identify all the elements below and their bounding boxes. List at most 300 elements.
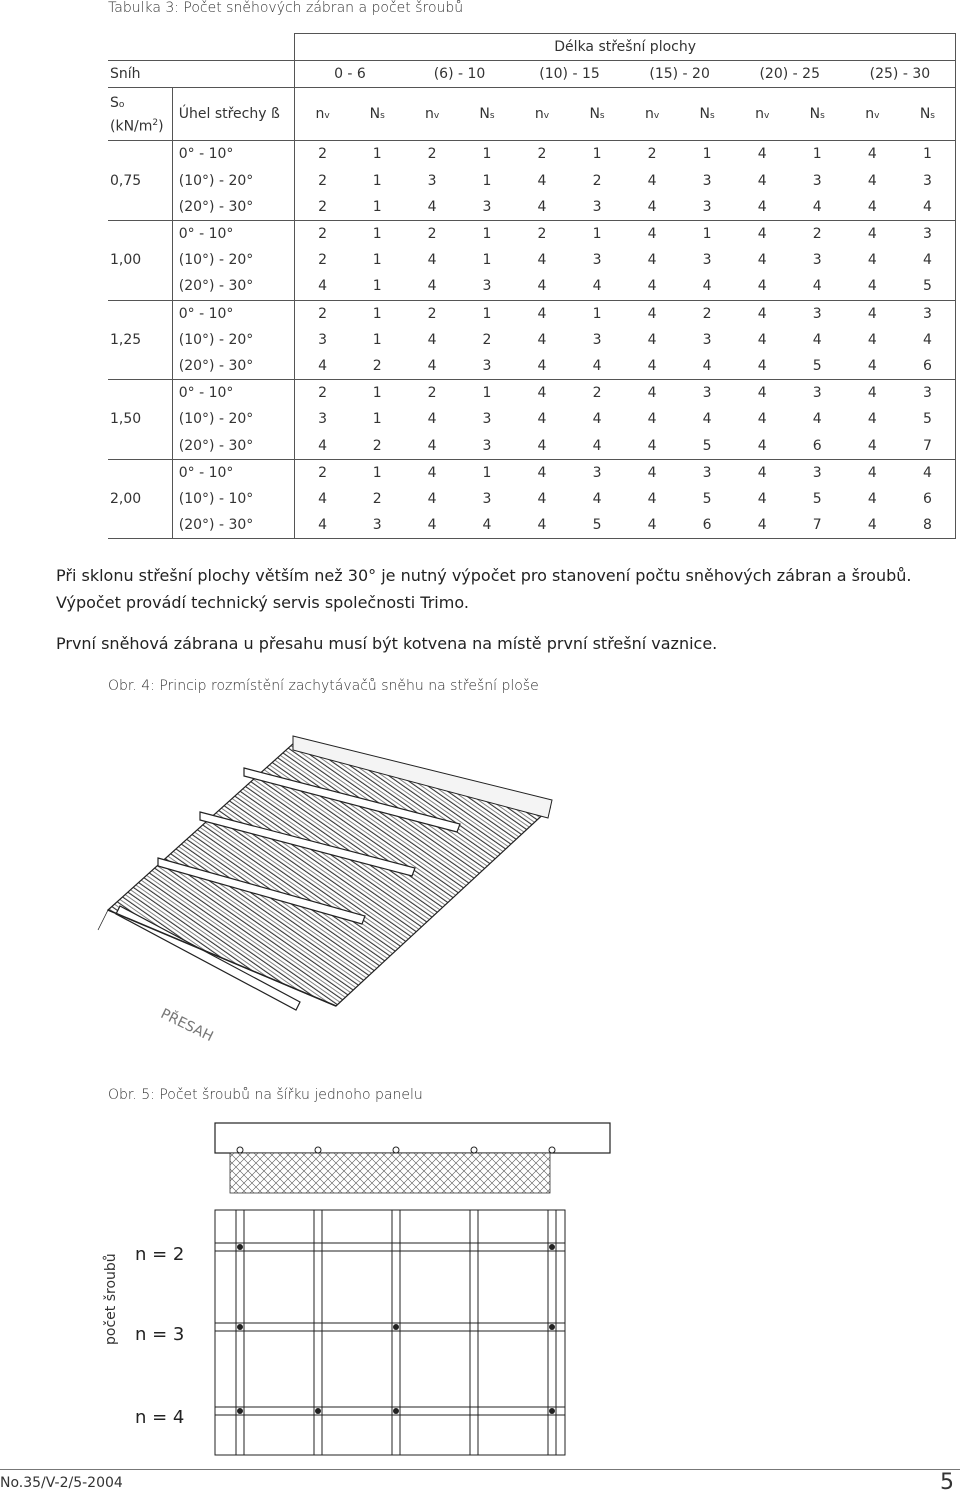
value-cell: 2	[482, 331, 492, 348]
value-cell: 1	[482, 252, 492, 269]
nv-header	[845, 88, 900, 141]
screw-count-n2: n = 2	[135, 1244, 185, 1265]
value-cell: 2	[405, 380, 460, 407]
value-cell: 4	[537, 172, 547, 189]
value-cell: 4	[647, 437, 657, 454]
angle-header: Úhel střechy ß	[172, 88, 295, 141]
value-cell: 2	[514, 141, 569, 168]
value-cell: 1	[680, 141, 735, 168]
screw	[549, 1324, 555, 1330]
value-cell: 4	[757, 490, 767, 507]
value-cell: 3	[592, 331, 602, 348]
value-cell: 4	[757, 172, 767, 189]
value-cell: 4	[647, 357, 657, 374]
value-cell: 4	[867, 490, 877, 507]
screw-head	[471, 1147, 477, 1153]
value-cell: 4	[625, 220, 680, 247]
nv-header	[405, 88, 460, 141]
value-cell: 4	[812, 331, 822, 348]
length-range-cell: (25) - 30	[845, 61, 956, 88]
value-cell: 4	[427, 198, 437, 215]
panel-core	[230, 1153, 550, 1193]
value-cell: 2	[372, 357, 382, 374]
ns-header	[570, 88, 625, 141]
value-cell: 4	[537, 331, 547, 348]
value-cell: 1	[350, 380, 405, 407]
nv-header	[735, 88, 790, 141]
value-cell: 4	[735, 300, 790, 327]
screw	[237, 1324, 243, 1330]
nv-symbol-sub: v	[653, 111, 660, 122]
value-cell: 4	[427, 411, 437, 428]
value-cell: 4	[845, 141, 900, 168]
screw	[549, 1408, 555, 1414]
table-row	[108, 247, 956, 273]
value-cell: 2	[318, 172, 328, 189]
value-cell: 2	[514, 220, 569, 247]
ns-header	[460, 88, 515, 141]
roof-angle-cell: 0° - 10°	[172, 141, 295, 168]
value-cell: 3	[702, 331, 712, 348]
value-cell: 1	[372, 198, 382, 215]
table-header-row-ranges	[108, 61, 956, 88]
value-cell: 1	[570, 220, 625, 247]
ns-symbol-sub: s	[380, 111, 385, 122]
value-cell: 4	[867, 357, 877, 374]
value-cell: 1	[460, 459, 515, 486]
roof-angle-cell: 0° - 10°	[172, 300, 295, 327]
nv-symbol-sub: v	[324, 111, 330, 122]
screw	[393, 1408, 399, 1414]
value-cell: 4	[318, 437, 328, 454]
length-range-cell: (6) - 10	[405, 61, 515, 88]
value-cell: 5	[702, 490, 712, 507]
table-row	[108, 353, 956, 380]
table-blank-cell	[108, 34, 172, 61]
value-cell: 3	[900, 300, 956, 327]
value-cell: 4	[592, 278, 602, 295]
value-cell: 4	[405, 459, 460, 486]
value-cell: 4	[735, 141, 790, 168]
value-cell: 5	[812, 357, 822, 374]
value-cell: 1	[372, 252, 382, 269]
value-cell: 3	[318, 331, 328, 348]
value-cell: 4	[647, 331, 657, 348]
table-row	[108, 300, 956, 327]
roof-angle-cell: (20°) - 30°	[172, 353, 295, 380]
value-cell: 2	[405, 141, 460, 168]
value-cell: 2	[318, 198, 328, 215]
table-row	[108, 380, 956, 407]
value-cell: 4	[867, 411, 877, 428]
footer-page-number: 5	[940, 1470, 954, 1495]
value-cell: 4	[867, 198, 877, 215]
value-cell: 6	[812, 437, 822, 454]
value-cell: 4	[647, 278, 657, 295]
nv-symbol-sub: v	[763, 111, 770, 122]
roof-angle-cell: (10°) - 20°	[172, 247, 295, 273]
table-row	[108, 327, 956, 353]
value-cell: 2	[295, 459, 350, 486]
ns-symbol: N	[809, 106, 821, 123]
value-cell: 4	[460, 512, 515, 539]
value-cell: 3	[482, 437, 492, 454]
roof-angle-cell: (10°) - 20°	[172, 406, 295, 432]
nv-header	[625, 88, 680, 141]
table-row	[108, 512, 956, 539]
value-cell: 5	[900, 406, 956, 432]
table-row	[108, 406, 956, 432]
table-row	[108, 220, 956, 247]
value-cell: 4	[537, 437, 547, 454]
value-cell: 2	[592, 172, 602, 189]
table-row	[108, 432, 956, 459]
value-cell: 5	[812, 490, 822, 507]
value-cell: 3	[592, 198, 602, 215]
value-cell: 4	[900, 459, 956, 486]
value-cell: 4	[845, 220, 900, 247]
ns-symbol: N	[919, 106, 931, 123]
table-row	[108, 459, 956, 486]
value-cell: 4	[427, 331, 437, 348]
value-cell: 1	[460, 380, 515, 407]
value-cell: 4	[427, 278, 437, 295]
ns-header	[350, 88, 405, 141]
value-cell: 3	[482, 198, 492, 215]
value-cell: 4	[647, 172, 657, 189]
value-cell: 3	[900, 220, 956, 247]
value-cell: 5	[702, 437, 712, 454]
nv-symbol: n	[315, 106, 325, 123]
nv-symbol: n	[424, 106, 434, 123]
snow-header: Sníh	[108, 61, 295, 88]
ns-symbol-sub: s	[599, 111, 605, 122]
value-cell: 3	[570, 459, 625, 486]
screw-count-n3: n = 3	[135, 1324, 185, 1345]
note-first-barrier: První sněhová zábrana u přesahu musí být kotvena na místě první střešní vaznice.	[56, 634, 718, 653]
length-range-cell: (10) - 15	[514, 61, 624, 88]
value-cell: 3	[790, 300, 845, 327]
value-cell: 1	[460, 300, 515, 327]
value-cell: 4	[900, 327, 956, 353]
value-cell: 1	[680, 220, 735, 247]
value-cell: 3	[812, 172, 822, 189]
ns-symbol: N	[369, 106, 381, 123]
screw-count-axis-label: počet šroubů	[103, 1253, 119, 1345]
value-cell: 1	[350, 220, 405, 247]
value-cell: 1	[372, 331, 382, 348]
nv-header	[295, 88, 350, 141]
value-cell: 2	[372, 437, 382, 454]
value-cell: 4	[735, 220, 790, 247]
ns-symbol-sub: s	[930, 111, 935, 122]
nv-symbol-sub: v	[433, 111, 440, 122]
value-cell: 4	[537, 198, 547, 215]
table-row	[108, 273, 956, 300]
figure-5-panel-diagram	[200, 1115, 620, 1460]
value-cell: 4	[867, 252, 877, 269]
value-cell: 4	[537, 490, 547, 507]
value-cell: 4	[514, 459, 569, 486]
length-range-cell: 0 - 6	[295, 61, 405, 88]
table-header-row-units	[108, 88, 956, 141]
value-cell: 3	[680, 459, 735, 486]
s0-symbol-sub: o	[118, 99, 125, 110]
snow-load-cell: 1,00	[108, 220, 172, 300]
screw-head	[237, 1147, 243, 1153]
value-cell: 2	[295, 380, 350, 407]
length-range-cell: (15) - 20	[625, 61, 735, 88]
value-cell: 4	[812, 411, 822, 428]
value-cell: 1	[350, 141, 405, 168]
roof-angle-cell: (10°) - 20°	[172, 168, 295, 194]
ns-header	[680, 88, 735, 141]
roof-angle-cell: (20°) - 30°	[172, 273, 295, 300]
nv-symbol: n	[865, 106, 875, 123]
value-cell: 4	[537, 278, 547, 295]
screw-head	[315, 1147, 321, 1153]
length-range-cell: (20) - 25	[735, 61, 845, 88]
value-cell: 4	[702, 278, 712, 295]
value-cell: 4	[867, 331, 877, 348]
overhang-line	[98, 910, 108, 930]
screw-count-n4: n = 4	[135, 1407, 185, 1428]
value-cell: 6	[680, 512, 735, 539]
ns-symbol: N	[479, 106, 490, 123]
value-cell: 4	[900, 247, 956, 273]
roof-angle-cell: (10°) - 10°	[172, 486, 295, 512]
value-cell: 4	[845, 300, 900, 327]
value-cell: 4	[647, 411, 657, 428]
value-cell: 4	[757, 437, 767, 454]
table-caption: Tabulka 3: Počet sněhových zábran a počet šroubů	[108, 0, 464, 16]
value-cell: 3	[482, 357, 492, 374]
value-cell: 2	[625, 141, 680, 168]
value-cell: 4	[845, 512, 900, 539]
value-cell: 1	[372, 172, 382, 189]
value-cell: 1	[790, 141, 845, 168]
screw	[393, 1324, 399, 1330]
value-cell: 2	[318, 252, 328, 269]
ns-header	[900, 88, 956, 141]
screw	[237, 1408, 243, 1414]
footer-document-number: No.35/V-2/5-2004	[0, 1475, 123, 1491]
value-cell: 3	[790, 380, 845, 407]
value-cell: 4	[427, 490, 437, 507]
value-cell: 2	[405, 220, 460, 247]
value-cell: 4	[537, 357, 547, 374]
nv-symbol-sub: v	[543, 111, 550, 122]
nv-symbol: n	[755, 106, 764, 123]
value-cell: 5	[570, 512, 625, 539]
value-cell: 4	[757, 278, 767, 295]
value-cell: 3	[482, 278, 492, 295]
value-cell: 3	[482, 411, 492, 428]
figure-5-caption: Obr. 5: Počet šroubů na šířku jednoho panelu	[108, 1087, 423, 1103]
figure-4-roof-diagram	[60, 700, 580, 1080]
value-cell: 4	[812, 198, 822, 215]
value-cell: 1	[570, 141, 625, 168]
value-cell: 2	[295, 141, 350, 168]
value-cell: 1	[900, 141, 956, 168]
value-cell: 1	[350, 459, 405, 486]
value-cell: 4	[427, 357, 437, 374]
nv-symbol: n	[644, 106, 654, 123]
snow-load-cell: 1,50	[108, 380, 172, 460]
value-cell: 4	[867, 278, 877, 295]
value-cell: 4	[757, 198, 767, 215]
value-cell: 3	[350, 512, 405, 539]
value-cell: 4	[427, 252, 437, 269]
table-blank-cell	[172, 34, 295, 61]
table-header-row-length	[108, 34, 956, 61]
value-cell: 4	[318, 490, 328, 507]
ns-symbol-sub: s	[489, 111, 495, 122]
value-cell: 4	[845, 459, 900, 486]
value-cell: 7	[790, 512, 845, 539]
snow-load-cell: 1,25	[108, 300, 172, 380]
value-cell: 3	[702, 252, 712, 269]
note-steep-roof: Při sklonu střešní plochy větším než 30° je nutný výpočet pro stanovení počtu sněhových zábran a šroubů. Výpočet provádí technický servis společnosti Trimo.	[56, 566, 912, 612]
value-cell: 4	[295, 512, 350, 539]
value-cell: 4	[318, 357, 328, 374]
value-cell: 2	[405, 300, 460, 327]
snow-load-cell: 2,00	[108, 459, 172, 539]
screw	[237, 1244, 243, 1250]
ns-symbol-sub: s	[820, 111, 825, 122]
screw	[315, 1408, 321, 1414]
value-cell: 3	[318, 411, 328, 428]
value-cell: 4	[625, 512, 680, 539]
value-cell: 4	[592, 411, 602, 428]
value-cell: 6	[900, 353, 956, 380]
value-cell: 4	[647, 490, 657, 507]
screw-head	[549, 1147, 555, 1153]
value-cell: 4	[318, 278, 328, 295]
value-cell: 4	[735, 459, 790, 486]
value-cell: 1	[460, 220, 515, 247]
value-cell: 3	[680, 380, 735, 407]
value-cell: 3	[900, 168, 956, 194]
value-cell: 4	[514, 380, 569, 407]
nv-symbol-sub: v	[874, 111, 880, 122]
value-cell: 3	[702, 172, 712, 189]
value-cell: 4	[647, 198, 657, 215]
value-cell: 4	[845, 380, 900, 407]
nv-symbol: n	[534, 106, 544, 123]
value-cell: 3	[592, 252, 602, 269]
value-cell: 3	[900, 380, 956, 407]
value-cell: 4	[735, 512, 790, 539]
value-cell: 4	[900, 194, 956, 221]
roof-angle-cell: (20°) - 30°	[172, 194, 295, 221]
value-cell: 8	[900, 512, 956, 539]
value-cell: 1	[372, 411, 382, 428]
roof-angle-cell: 0° - 10°	[172, 459, 295, 486]
ns-header	[790, 88, 845, 141]
value-cell: 2	[372, 490, 382, 507]
value-cell: 3	[482, 490, 492, 507]
screw	[549, 1244, 555, 1250]
roof-angle-cell: 0° - 10°	[172, 220, 295, 247]
snow-load-cell: 0,75	[108, 141, 172, 221]
ns-symbol-sub: s	[710, 111, 715, 122]
value-cell: 2	[680, 300, 735, 327]
roof-angle-cell: (10°) - 20°	[172, 327, 295, 353]
value-cell: 4	[514, 300, 569, 327]
value-cell: 5	[900, 273, 956, 300]
value-cell: 4	[592, 357, 602, 374]
roof-angle-cell: 0° - 10°	[172, 380, 295, 407]
value-cell: 4	[647, 252, 657, 269]
s0-unit-close: )	[158, 118, 164, 135]
screw-head	[393, 1147, 399, 1153]
panel-outline	[215, 1210, 565, 1455]
value-cell: 4	[867, 172, 877, 189]
value-cell: 1	[460, 141, 515, 168]
value-cell: 2	[570, 380, 625, 407]
value-cell: 7	[900, 432, 956, 459]
value-cell: 3	[812, 252, 822, 269]
value-cell: 4	[514, 512, 569, 539]
value-cell: 4	[757, 357, 767, 374]
s0-symbol: S	[110, 94, 119, 111]
value-cell: 4	[625, 459, 680, 486]
value-cell: 2	[790, 220, 845, 247]
table-row	[108, 168, 956, 194]
value-cell: 4	[757, 411, 767, 428]
value-cell: 4	[702, 411, 712, 428]
snow-barrier-table	[108, 33, 956, 539]
value-cell: 4	[625, 300, 680, 327]
value-cell: 4	[405, 512, 460, 539]
table-row	[108, 486, 956, 512]
value-cell: 4	[427, 437, 437, 454]
s0-unit: (kN/m	[110, 118, 153, 135]
length-header: Délka střešní plochy	[295, 34, 956, 61]
value-cell: 6	[900, 486, 956, 512]
value-cell: 4	[867, 437, 877, 454]
nv-header	[514, 88, 569, 141]
ns-symbol: N	[589, 106, 600, 123]
value-cell: 4	[592, 490, 602, 507]
value-cell: 3	[427, 172, 437, 189]
roof-angle-cell: (20°) - 30°	[172, 432, 295, 459]
value-cell: 4	[812, 278, 822, 295]
value-cell: 4	[592, 437, 602, 454]
value-cell: 2	[295, 220, 350, 247]
value-cell: 1	[350, 300, 405, 327]
ns-symbol: N	[699, 106, 711, 123]
footer-divider	[0, 1469, 960, 1470]
s0-header	[108, 88, 172, 141]
value-cell: 3	[702, 198, 712, 215]
figure-4-caption: Obr. 4: Princip rozmístění zachytávačů sněhu na střešní ploše	[108, 678, 539, 694]
overhang-label: PŘESAH	[157, 1006, 216, 1046]
value-cell: 1	[482, 172, 492, 189]
value-cell: 4	[537, 411, 547, 428]
roof-panel-surface	[108, 742, 550, 1006]
s0-unit-sup: 2	[152, 117, 159, 128]
value-cell: 3	[790, 459, 845, 486]
table-row	[108, 141, 956, 168]
value-cell: 1	[372, 278, 382, 295]
value-cell: 4	[757, 331, 767, 348]
table-row	[108, 194, 956, 221]
value-cell: 4	[735, 380, 790, 407]
value-cell: 4	[625, 380, 680, 407]
roof-angle-cell: (20°) - 30°	[172, 512, 295, 539]
